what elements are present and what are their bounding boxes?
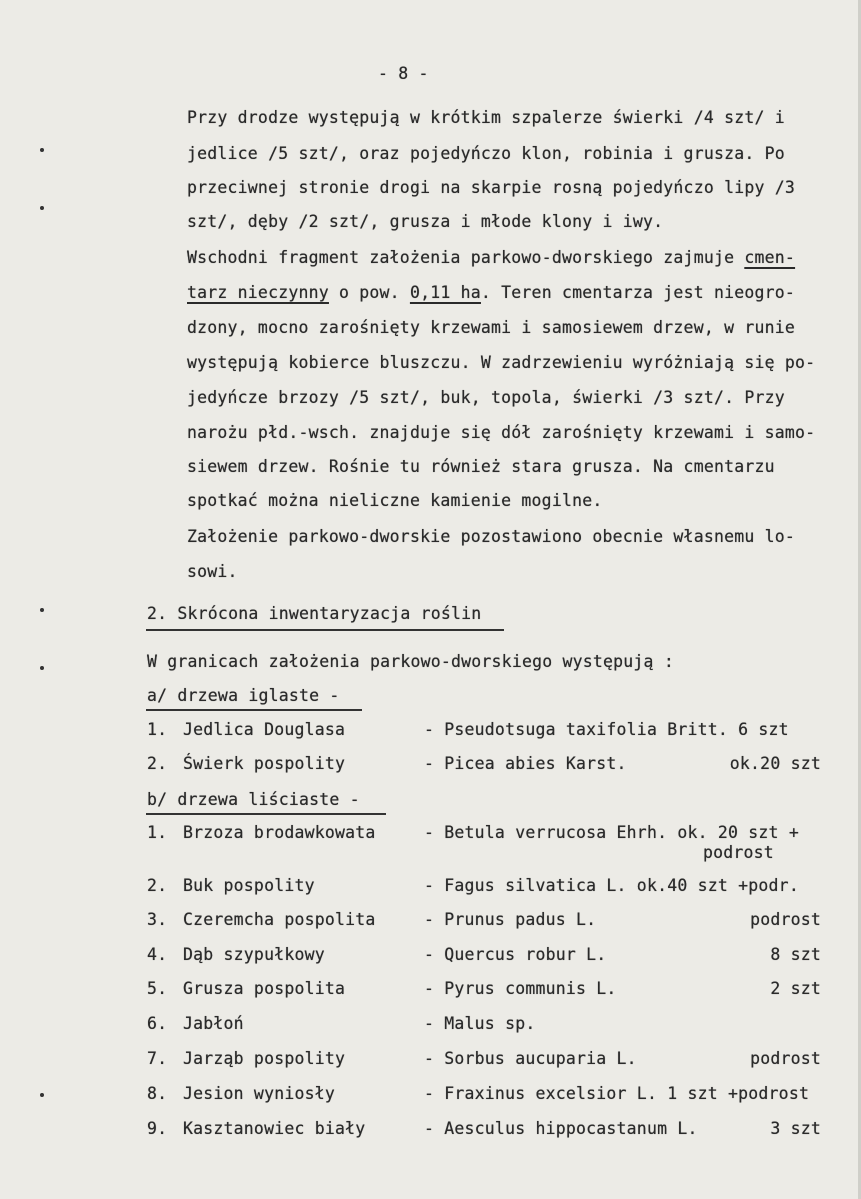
latin-name: - Sorbus aucuparia L. bbox=[424, 1049, 637, 1068]
heading-underline bbox=[146, 629, 504, 631]
quantity: podrost bbox=[750, 910, 821, 929]
underlined-area: 0,11 ha bbox=[409, 283, 481, 302]
row-number: 6. bbox=[147, 1014, 168, 1033]
row-number: 4. bbox=[147, 945, 168, 964]
row-number: 1. bbox=[147, 823, 168, 842]
paragraph-line: jedyńcze brzozy /5 szt/, buk, topola, świerki /3 szt/. Przy bbox=[187, 388, 785, 407]
latin-name: - Picea abies Karst. bbox=[424, 754, 627, 773]
row-number: 2. bbox=[147, 754, 168, 773]
common-name: Grusza pospolita bbox=[183, 979, 346, 998]
subheading-underline bbox=[146, 813, 386, 815]
latin-name: - Fraxinus excelsior L. 1 szt +podrost bbox=[424, 1084, 810, 1103]
text-span: Wschodni fragment założenia parkowo-dworskiego zajmuje bbox=[187, 248, 745, 267]
row-number: 1. bbox=[147, 720, 168, 739]
latin-name: - Prunus padus L. bbox=[424, 910, 597, 929]
paragraph-line: Przy drodze występują w krótkim szpalerze świerki /4 szt/ i bbox=[187, 108, 785, 127]
margin-mark bbox=[40, 206, 44, 210]
latin-name: - Aesculus hippocastanum L. bbox=[424, 1119, 698, 1138]
subheading-underline bbox=[146, 709, 362, 711]
paragraph-line: jedlice /5 szt/, oraz pojedyńczo klon, robinia i grusza. Po bbox=[187, 144, 785, 163]
latin-name: - Malus sp. bbox=[424, 1014, 536, 1033]
row-number: 8. bbox=[147, 1084, 168, 1103]
paragraph-line: szt/, dęby /2 szt/, grusza i młode klony i iwy. bbox=[187, 212, 664, 231]
quantity: podrost bbox=[750, 1049, 821, 1068]
common-name: Kasztanowiec biały bbox=[183, 1119, 366, 1138]
common-name: Jarząb pospolity bbox=[183, 1049, 346, 1068]
quantity-extra: podrost bbox=[703, 843, 774, 862]
paragraph-line: występują kobierce bluszczu. W zadrzewieniu wyróżniają się po- bbox=[187, 353, 816, 372]
margin-mark bbox=[40, 608, 44, 612]
margin-mark bbox=[40, 148, 44, 152]
paragraph-line: spotkać można nieliczne kamienie mogilne. bbox=[187, 491, 603, 510]
paragraph-line bbox=[187, 248, 795, 268]
quantity: 8 szt bbox=[770, 945, 821, 964]
common-name: Dąb szypułkowy bbox=[183, 945, 325, 964]
paragraph-line: narożu płd.-wsch. znajduje się dół zarośnięty krzewami i samo- bbox=[187, 423, 816, 442]
row-number: 9. bbox=[147, 1119, 168, 1138]
latin-name: - Betula verrucosa Ehrh. ok. 20 szt + bbox=[424, 823, 799, 842]
common-name: Czeremcha pospolita bbox=[183, 910, 376, 929]
underlined-term: cmen- bbox=[744, 248, 796, 267]
underlined-term: tarz nieczynny bbox=[187, 283, 329, 302]
intro-line: W granicach założenia parkowo-dworskiego występują : bbox=[147, 652, 674, 671]
paragraph-line: siewem drzew. Rośnie tu również stara grusza. Na cmentarzu bbox=[187, 457, 775, 476]
row-number: 3. bbox=[147, 910, 168, 929]
latin-name: - Pseudotsuga taxifolia Britt. 6 szt bbox=[424, 720, 789, 739]
row-number: 2. bbox=[147, 876, 168, 895]
latin-name: - Fagus silvatica L. ok.40 szt +podr. bbox=[424, 876, 799, 895]
section-heading: 2. Skrócona inwentaryzacja roślin bbox=[147, 604, 482, 623]
subheading-deciduous: b/ drzewa liściaste - bbox=[147, 790, 360, 809]
row-number: 7. bbox=[147, 1049, 168, 1068]
latin-name: - Quercus robur L. bbox=[424, 945, 607, 964]
quantity: 3 szt bbox=[770, 1119, 821, 1138]
quantity: 2 szt bbox=[770, 979, 821, 998]
text-span: . Teren cmentarza jest nieogro- bbox=[480, 283, 796, 302]
common-name: Świerk pospolity bbox=[183, 754, 346, 773]
paragraph-line: przeciwnej stronie drogi na skarpie rosną pojedyńczo lipy /3 bbox=[187, 178, 796, 197]
row-number: 5. bbox=[147, 979, 168, 998]
common-name: Brzoza brodawkowata bbox=[183, 823, 376, 842]
common-name: Jedlica Douglasa bbox=[183, 720, 346, 739]
margin-mark bbox=[40, 1093, 44, 1097]
latin-name: - Pyrus communis L. bbox=[424, 979, 617, 998]
common-name: Buk pospolity bbox=[183, 876, 315, 895]
subheading-conifers: a/ drzewa iglaste - bbox=[147, 686, 340, 705]
text-span: o pow. bbox=[328, 283, 410, 302]
margin-mark bbox=[40, 666, 44, 670]
paragraph-line: Założenie parkowo-dworskie pozostawiono obecnie własnemu lo- bbox=[187, 527, 796, 546]
page-number: - 8 - bbox=[378, 64, 429, 83]
common-name: Jesion wyniosły bbox=[183, 1084, 336, 1103]
paragraph-line: sowi. bbox=[187, 562, 238, 581]
quantity: ok.20 szt bbox=[729, 754, 821, 773]
common-name: Jabłoń bbox=[183, 1014, 244, 1033]
paragraph-line: dzony, mocno zarośnięty krzewami i samosiewem drzew, w runie bbox=[187, 318, 796, 337]
paragraph-line bbox=[187, 283, 795, 303]
